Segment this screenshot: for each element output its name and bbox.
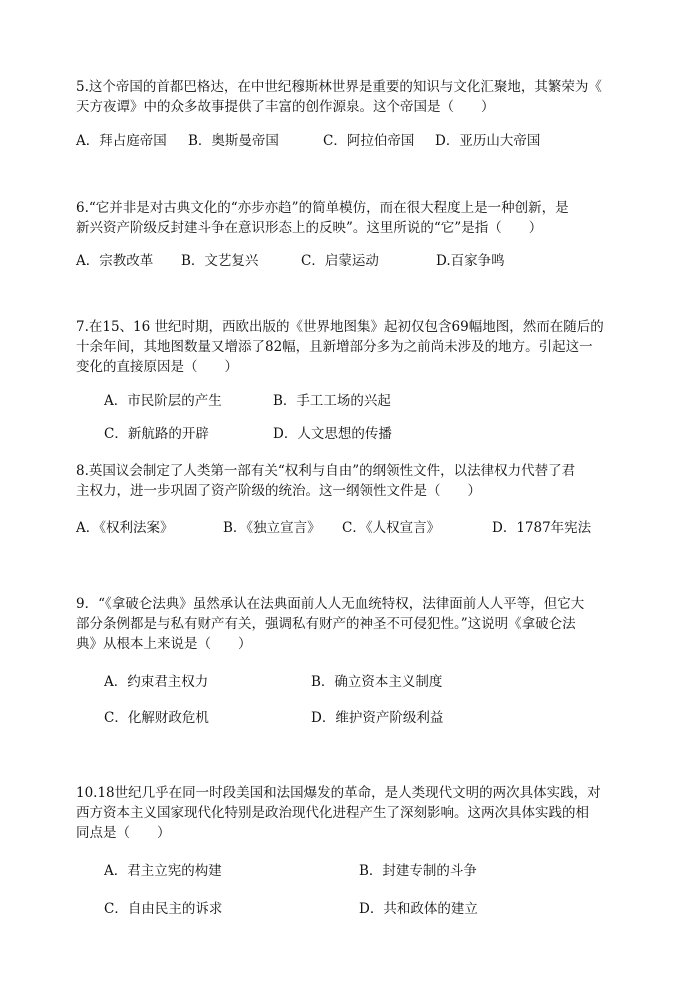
question-10-line-3: 同点是（ ） bbox=[76, 825, 171, 841]
question-5 bbox=[76, 77, 636, 117]
question-10-option-c[interactable]: C．自由民主的诉求 bbox=[104, 901, 223, 917]
question-5-line-2: 天方夜谭》中的众多故事提供了丰富的创作源泉。这个帝国是（ ） bbox=[76, 99, 495, 115]
question-7-line-1: 7.在15、16 世纪时期，西欧出版的《世界地图集》起初仅包含69幅地图，然而在随后的 bbox=[76, 319, 604, 335]
question-6-option-b[interactable]: B．文艺复兴 bbox=[181, 253, 259, 269]
question-7-option-a[interactable]: A．市民阶层的产生 bbox=[104, 393, 222, 409]
question-10-option-a[interactable]: A．君主立宪的构建 bbox=[104, 863, 222, 879]
question-8-option-a[interactable]: A．《权利法案》 bbox=[76, 520, 174, 536]
question-6-option-c[interactable]: C．启蒙运动 bbox=[301, 253, 379, 269]
question-9-option-a[interactable]: A．约束君主权力 bbox=[104, 674, 209, 690]
question-8-option-d[interactable]: D．1787年宪法 bbox=[492, 520, 592, 536]
question-5-line-1: 5.这个帝国的首都巴格达，在中世纪穆斯林世界是重要的知识与文化汇聚地，其繁荣为《 bbox=[76, 79, 602, 95]
question-7-option-c[interactable]: C．新航路的开辟 bbox=[104, 426, 209, 442]
question-10 bbox=[76, 783, 636, 843]
question-7 bbox=[76, 317, 636, 377]
question-9-option-c[interactable]: C．化解财政危机 bbox=[104, 710, 209, 726]
question-9-option-d[interactable]: D．维护资产阶级利益 bbox=[311, 710, 444, 726]
question-8-line-2: 主权力，进一步巩固了资产阶级的统治。这一纲领性文件是（ ） bbox=[76, 483, 481, 499]
question-9-line-1: 9．“《拿破仑法典》虽然承认在法典面前人人无血统特权，法律面前人人平等，但它大 bbox=[76, 596, 585, 612]
question-6-option-a[interactable]: A．宗教改革 bbox=[76, 253, 154, 269]
question-10-line-2: 西方资本主义国家现代化特别是政治现代化进程产生了深刻影响。这两次具体实践的相 bbox=[76, 805, 589, 821]
question-8 bbox=[76, 461, 636, 501]
question-6-line-1: 6.“它并非是对古典文化的“亦步亦趋”的简单模仿，而在很大程度上是一种创新，是 bbox=[76, 200, 569, 216]
question-10-line-1: 10.18世纪几乎在同一时段美国和法国爆发的革命，是人类现代文明的两次具体实践，对 bbox=[76, 785, 601, 801]
question-5-option-d[interactable]: D．亚历山大帝国 bbox=[435, 133, 541, 149]
question-8-option-c[interactable]: C．《人权宣言》 bbox=[342, 520, 441, 536]
question-6-option-d[interactable]: D.百家争鸣 bbox=[436, 253, 505, 269]
question-9-option-b[interactable]: B．确立资本主义制度 bbox=[311, 674, 443, 690]
question-8-option-b[interactable]: B．《独立宣言》 bbox=[223, 520, 321, 536]
question-9 bbox=[76, 594, 636, 654]
question-5-option-a[interactable]: A．拜占庭帝国 bbox=[76, 133, 167, 149]
question-5-option-c[interactable]: C．阿拉伯帝国 bbox=[323, 133, 415, 149]
question-9-line-2: 部分条例都是与私有财产有关，强调私有财产的神圣不可侵犯性。”这说明《拿破仑法 bbox=[76, 616, 576, 632]
question-7-option-d[interactable]: D．人文思想的传播 bbox=[273, 426, 392, 442]
question-7-line-3: 变化的直接原因是（ ） bbox=[76, 359, 238, 375]
question-7-option-b[interactable]: B．手工工场的兴起 bbox=[273, 393, 391, 409]
question-7-line-2: 十余年间，其地图数量又增添了82幅，且新增部分多为之前尚未涉及的地方。引起这一 bbox=[76, 339, 593, 355]
question-10-option-b[interactable]: B．封建专制的斗争 bbox=[359, 863, 477, 879]
question-10-option-d[interactable]: D．共和政体的建立 bbox=[359, 901, 478, 917]
question-9-line-3: 典》从根本上来说是（ ） bbox=[76, 636, 252, 652]
question-6-line-2: 新兴资产阶级反封建斗争在意识形态上的反映”。这里所说的“它”是指（ ） bbox=[76, 220, 543, 236]
question-8-line-1: 8.英国议会制定了人类第一部有关“权利与自由”的纲领性文件，以法律权力代替了君 bbox=[76, 463, 576, 479]
question-5-option-b[interactable]: B．奥斯曼帝国 bbox=[188, 133, 279, 149]
question-6 bbox=[76, 198, 636, 238]
